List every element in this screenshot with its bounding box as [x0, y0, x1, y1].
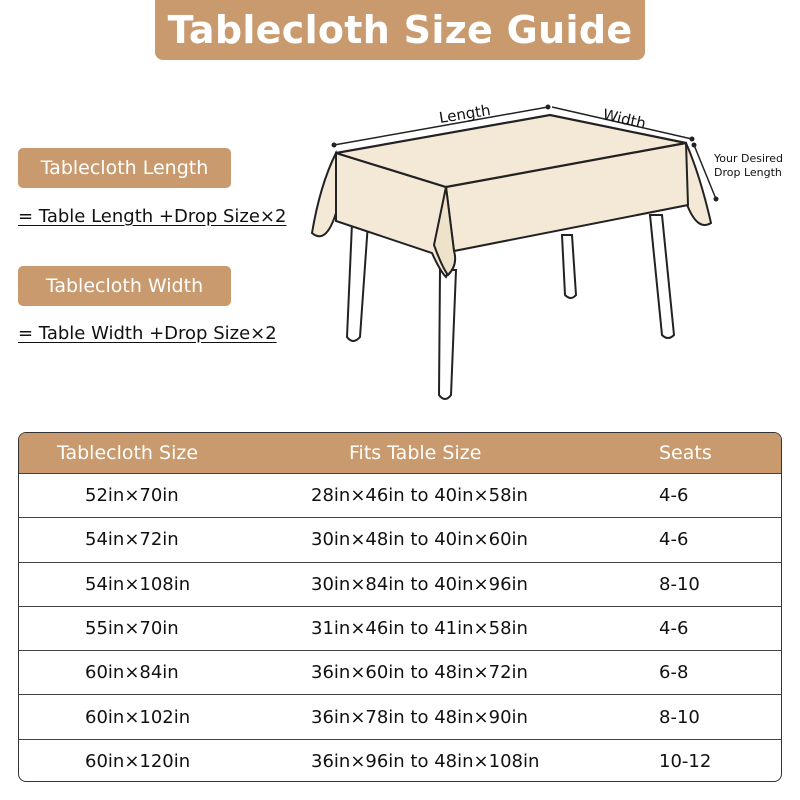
drop-dim-end-dot [714, 197, 719, 202]
cell-tablecloth-size: 52in×70in [85, 485, 179, 507]
width-dim-end-dot [690, 137, 695, 142]
back-left-leg [562, 235, 576, 298]
page-title: Tablecloth Size Guide [167, 8, 633, 52]
back-right-leg [650, 215, 674, 338]
cell-seats: 6-8 [659, 662, 689, 684]
front-left-leg [347, 223, 368, 341]
length-pill [18, 148, 231, 188]
table-body [19, 473, 781, 782]
length-label: Length [437, 101, 492, 127]
cell-seats: 10-12 [659, 750, 712, 772]
table-header [19, 433, 781, 473]
table-row [19, 562, 781, 606]
cell-fits-table-size: 36in×78in to 48in×90in [311, 706, 528, 728]
cell-seats: 4-6 [659, 618, 689, 640]
table-row [19, 473, 781, 517]
cell-fits-table-size: 30in×84in to 40in×96in [311, 573, 528, 595]
cell-tablecloth-size: 55in×70in [85, 618, 179, 640]
table-row [19, 606, 781, 650]
size-table [18, 432, 782, 782]
header-seats: Seats [659, 442, 712, 464]
cell-seats: 8-10 [659, 706, 700, 728]
length-dim-start-dot [332, 143, 337, 148]
cell-fits-table-size: 30in×48in to 40in×60in [311, 529, 528, 551]
cell-tablecloth-size: 54in×72in [85, 529, 179, 551]
cell-seats: 4-6 [659, 529, 689, 551]
table-row [19, 650, 781, 694]
drop-label-line2: Drop Length [714, 166, 782, 179]
header-tablecloth-size: Tablecloth Size [57, 442, 199, 464]
cell-tablecloth-size: 54in×108in [85, 573, 191, 595]
width-pill [18, 266, 231, 306]
width-label: Width [601, 105, 648, 133]
length-pill-label: Tablecloth Length [40, 157, 209, 179]
cell-seats: 4-6 [659, 485, 689, 507]
header-fits-table-size: Fits Table Size [349, 442, 482, 464]
width-formula: = Table Width +Drop Size×2 [18, 323, 277, 344]
length-formula: = Table Length +Drop Size×2 [18, 206, 287, 227]
cell-tablecloth-size: 60in×120in [85, 750, 191, 772]
cell-tablecloth-size: 60in×102in [85, 706, 191, 728]
cell-fits-table-size: 36in×60in to 48in×72in [311, 662, 528, 684]
table-row [19, 694, 781, 738]
table-row [19, 739, 781, 782]
cell-fits-table-size: 28in×46in to 40in×58in [311, 485, 528, 507]
title-banner [155, 0, 645, 60]
front-right-leg [439, 270, 456, 399]
cell-seats: 8-10 [659, 573, 700, 595]
drop-dim-start-dot [692, 143, 697, 148]
table-row [19, 517, 781, 561]
table-diagram [300, 95, 800, 415]
cell-fits-table-size: 31in×46in to 41in×58in [311, 618, 528, 640]
drop-label-line1: Your Desired [714, 152, 784, 165]
width-pill-label: Tablecloth Width [45, 275, 204, 297]
length-dim-end-dot [546, 105, 551, 110]
cell-tablecloth-size: 60in×84in [85, 662, 179, 684]
cell-fits-table-size: 36in×96in to 48in×108in [311, 750, 540, 772]
